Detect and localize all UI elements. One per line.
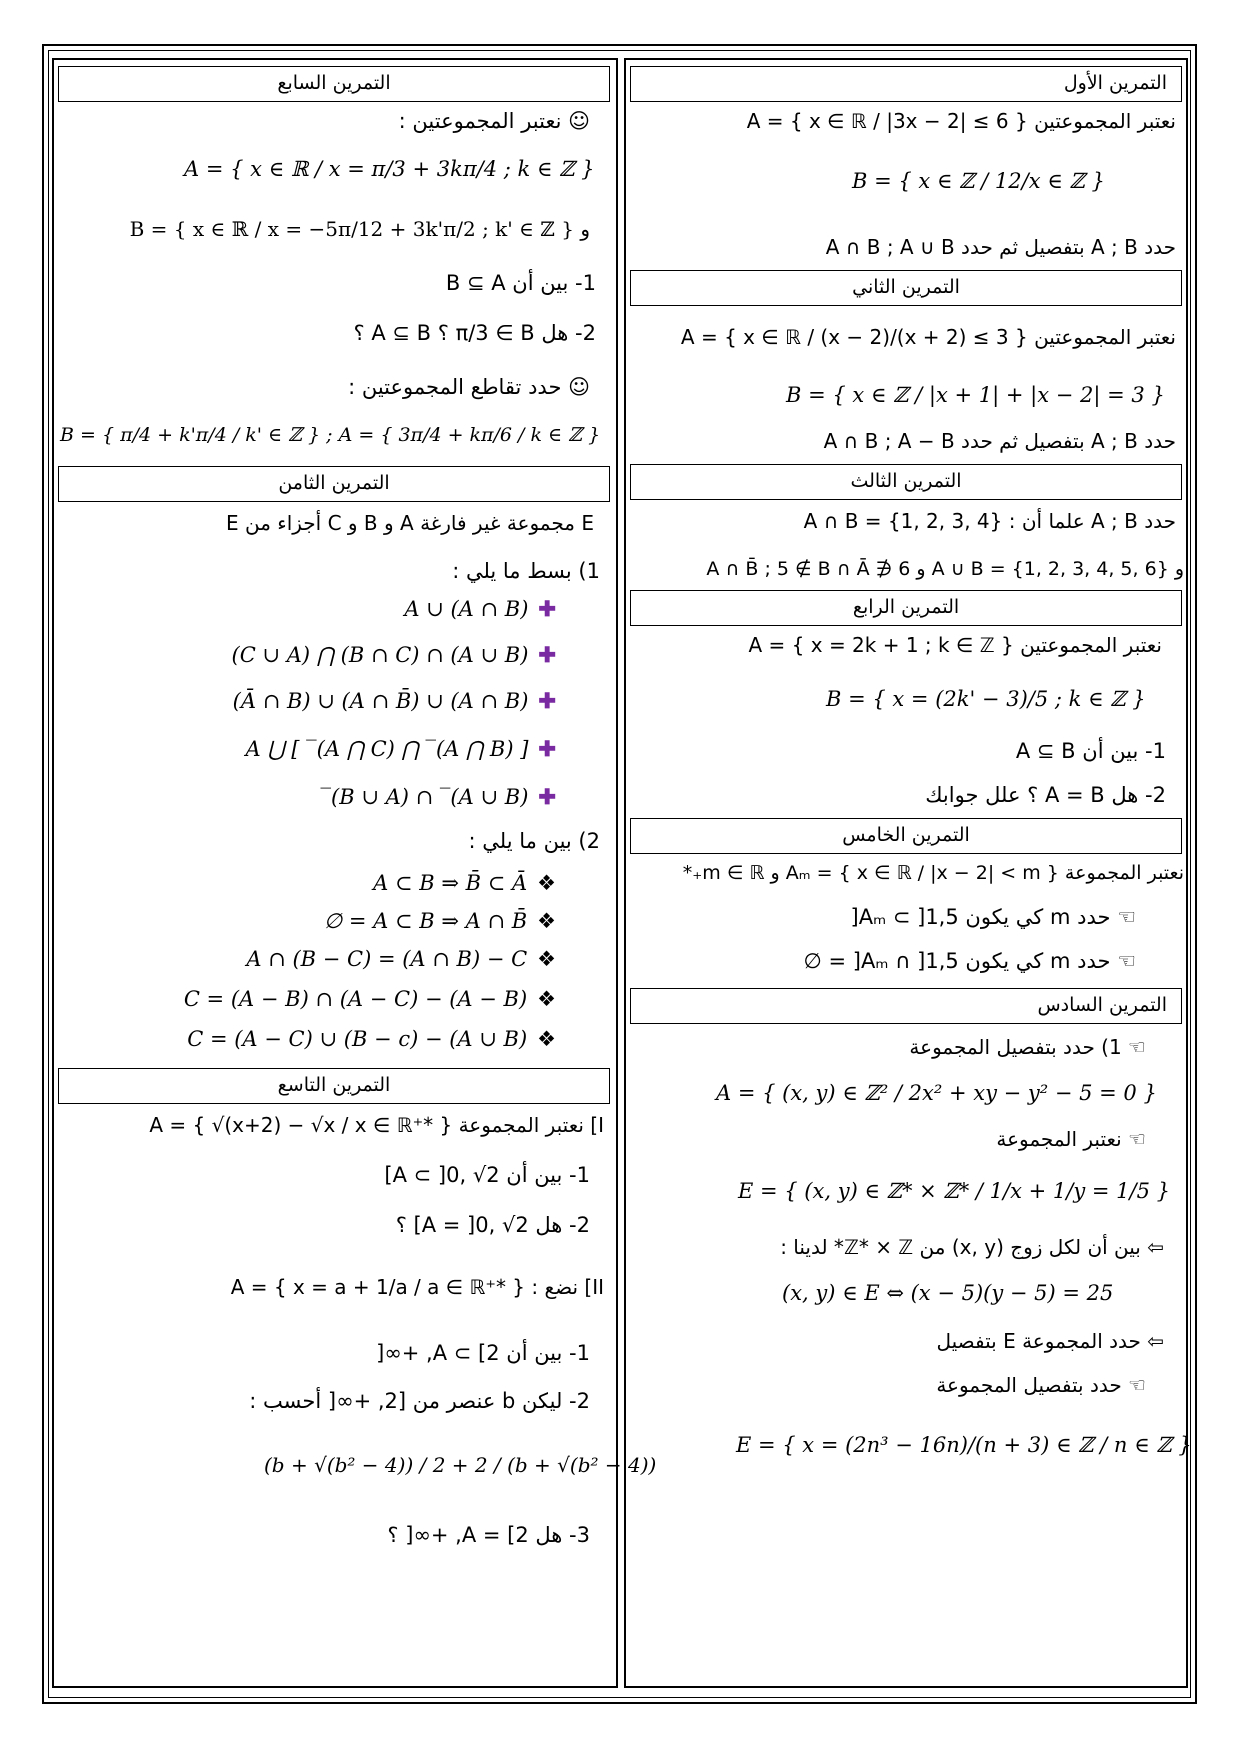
exercise-2-line-3: حدد A ; B بتفصيل ثم حدد A ∩ B ; A − B <box>823 429 1176 453</box>
diamond-bullet-icon: ❖ <box>537 947 556 971</box>
exercise-3-line-1: حدد A ; B علما أن : A ∩ B = {1, 2, 3, 4} <box>803 509 1176 533</box>
bullet-icon: ✚ <box>538 736 556 761</box>
exercise-5-line-3: ☜ حدد m كي يكون Aₘ ∩ ]1,5[ = ∅ <box>803 949 1136 973</box>
bullet-icon: ✚ <box>538 784 556 809</box>
exercise-7-intro-2: ☺ حدد تقاطع المجموعتين : <box>348 375 590 399</box>
exercise-9-title: التمرين التاسع <box>58 1068 610 1104</box>
exercise-9-line-6: 2- ليكن b عنصر من [2, +∞[ أحسب : <box>249 1389 590 1413</box>
exercise-9-line-3: 2- هل A = ]0, √2] ؟ <box>395 1213 590 1237</box>
exercise-2-line-2: B = { x ∈ ℤ / |x + 1| + |x − 2| = 3 } <box>786 383 1165 407</box>
exercise-8-simplify-item-1: ✚A ∪ (A ∩ B) <box>404 596 556 621</box>
exercise-6-line-7: ⇦ حدد المجموعة E بتفصيل <box>936 1329 1164 1353</box>
exercise-8-prove-item-4: ❖(A − B) − C = (A − B) ∩ (A − C) <box>183 987 556 1011</box>
exercise-1-line-2: B = { x ∈ ℤ / 12/x ∈ ℤ } <box>852 169 1105 193</box>
exercise-5-line-1: نعتبر المجموعة Aₘ = { x ∈ ℝ / |x − 2| < m } و m ∈ ℝ₊* <box>682 862 1184 884</box>
exercise-1-line-3: حدد A ; B بتفصيل ثم حدد A ∩ B ; A ∪ B <box>825 235 1176 259</box>
exercise-3-title: التمرين الثالث <box>630 464 1182 500</box>
exercise-8-simplify-item-5: ✚(A ∪ B)‾ ∩ (B ∪ A)‾ <box>320 784 556 809</box>
exercise-7-intro: ☺ نعتبر المجموعتين : <box>398 109 590 133</box>
exercise-1-line-1: نعتبر المجموعتين A = { x ∈ ℝ / |3x − 2| ≤ 6 } <box>746 109 1176 133</box>
exercise-1-title: التمرين الأول <box>630 66 1182 102</box>
exercise-3-line-2: و A ∪ B = {1, 2, 3, 4, 5, 6} و 6 ∉ A ∩ B̄ ; 5 ∉ B ∩ Ā <box>706 558 1184 580</box>
exercise-9-line-8: 3- هل A = [2, +∞[ ؟ <box>387 1523 590 1547</box>
diamond-bullet-icon: ❖ <box>537 987 556 1011</box>
exercise-6-line-2: A = { (x, y) ∈ ℤ² / 2x² + xy − y² − 5 = 0 } <box>716 1081 1157 1105</box>
exercise-6-line-6: (x, y) ∈ E ⇔ (x − 5)(y − 5) = 25 <box>782 1281 1114 1305</box>
exercise-8-question-1: 1) بسط ما يلي : <box>452 559 600 583</box>
exercise-8-simplify-item-4: ✚[ (A ⋂ B)‾ ⋂ (A ⋂ C)‾ ] ⋃ A <box>245 736 556 761</box>
exercise-8-title: التمرين الثامن <box>58 466 610 502</box>
exercise-8-question-2: 2) بين ما يلي : <box>468 829 600 853</box>
exercise-6-line-3: ☜ نعتبر المجموعة <box>996 1127 1146 1151</box>
exercise-7-set-b: و B = { x ∈ ℝ / x = −5π/12 + 3k'π/2 ; k' ∈ ℤ } <box>129 217 590 241</box>
exercise-5-line-2: ☜ حدد m كي يكون Aₘ ⊂ ]1,5[ <box>850 905 1136 929</box>
exercise-7-title: التمرين السابع <box>58 66 610 102</box>
diamond-bullet-icon: ❖ <box>537 909 556 933</box>
exercise-6-line-5: ⇦ بين أن لكل زوج (x, y) من ℤ* × ℤ* لدينا : <box>780 1235 1164 1259</box>
exercise-7-set-a: A = { x ∈ ℝ / x = π/3 + 3kπ/4 ; k ∈ ℤ } <box>184 157 595 181</box>
exercise-4-line-4: 2- هل A = B ؟ علل جوابك <box>925 783 1166 807</box>
exercise-6-line-9: E = { x = (2n³ − 16n)/(n + 3) ∈ ℤ / n ∈ ℤ } <box>736 1433 1192 1457</box>
exercise-7-question-1: 1- بين أن B ⊆ A <box>445 271 596 295</box>
exercise-4-line-1: نعتبر المجموعتين A = { x = 2k + 1 ; k ∈ ℤ } <box>748 633 1162 657</box>
exercise-8-prove-item-3: ❖A ∩ (B − C) = (A ∩ B) − C <box>246 947 556 971</box>
exercise-8-simplify-item-2: ✚(A ∪ B) ∩ (B ∩ C) ⋂ (C ∪ A) <box>231 642 556 667</box>
diamond-bullet-icon: ❖ <box>537 1027 556 1051</box>
exercise-9-line-1: I] نعتبر المجموعة A = { √(x+2) − √x / x ∈ ℝ⁺* } <box>149 1113 604 1137</box>
right-column <box>624 58 1192 1688</box>
exercise-6-line-4: E = { (x, y) ∈ ℤ* × ℤ* / 1/x + 1/y = 1/5 } <box>738 1179 1170 1203</box>
exercise-8-prove-item-5: ❖(A ∪ B) − C = (A − C) ∪ (B − c) <box>187 1027 556 1051</box>
exercise-2-title: التمرين الثاني <box>630 270 1182 306</box>
exercise-9-line-4: II] نضع : A = { x = a + 1/a / a ∈ ℝ⁺* } <box>230 1275 604 1299</box>
exercise-9-line-5: 1- بين أن A ⊂ [2, +∞[ <box>376 1341 590 1365</box>
exercise-5-title: التمرين الخامس <box>630 818 1182 854</box>
left-column <box>52 58 657 1688</box>
diamond-bullet-icon: ❖ <box>537 871 556 895</box>
exercise-6-line-1: ☜ 1) حدد بتفصيل المجموعة <box>909 1035 1146 1059</box>
exercise-8-intro: E مجموعة غير فارغة A و B و C أجزاء من E <box>226 511 594 535</box>
exercise-7-question-2: 2- هل π/3 ∈ B ؟ A ⊆ B ؟ <box>353 321 596 345</box>
exercise-6-line-8: ☜ حدد بتفصيل المجموعة <box>936 1373 1146 1397</box>
exercise-4-line-3: 1- بين أن A ⊆ B <box>1015 739 1166 763</box>
bullet-icon: ✚ <box>538 642 556 667</box>
exercise-6-title: التمرين السادس <box>630 988 1182 1024</box>
bullet-icon: ✚ <box>538 688 556 713</box>
exercise-4-title: التمرين الرابع <box>630 590 1182 626</box>
exercise-8-prove-item-2: ❖A ⊂ B ⇒ A ∩ B̄ = ∅ <box>323 909 556 933</box>
exercise-4-line-2: B = { x = (2k' − 3)/5 ; k ∈ ℤ } <box>826 687 1146 711</box>
bullet-icon: ✚ <box>538 596 556 621</box>
exercise-2-line-1: نعتبر المجموعتين A = { x ∈ ℝ / (x − 2)/(x + 2) ≤ 3 } <box>680 325 1176 349</box>
exercise-8-prove-item-1: ❖A ⊂ B ⇒ B̄ ⊂ Ā <box>373 871 556 895</box>
exercise-9-line-2: 1- بين أن A ⊂ ]0, √2] <box>384 1163 590 1187</box>
exercise-8-simplify-item-3: ✚(A ∩ B) ∪ (A ∩ B̄) ∪ (Ā ∩ B) <box>232 688 556 713</box>
exercise-7-sets-2: B = { π/4 + k'π/4 / k' ∈ ℤ } ; A = { 3π/4 + kπ/6 / k ∈ ℤ } <box>60 424 601 446</box>
exercise-9-expression: (b + √(b² − 4)) / 2 + 2 / (b + √(b² − 4)) <box>264 1453 657 1477</box>
